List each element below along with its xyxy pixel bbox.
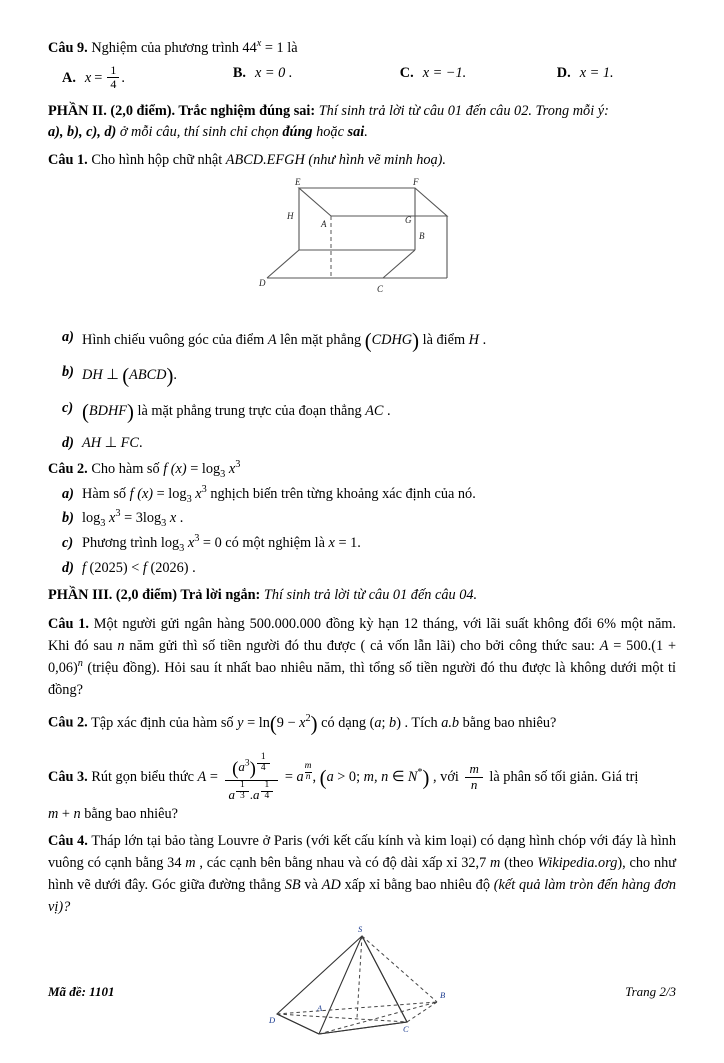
part2-question-2-label: Câu 2. [48,461,88,478]
answer-option-c[interactable] [400,65,557,82]
item-text-a: Hàm số f $(x) = \log_3 x^3$ nghịch biến trên từng khoảng xác định của nó. [82,484,476,505]
part3-question-1 [48,613,676,702]
item-text-a: Hình chiếu vuông góc của điểm A lên mặt phẳng (CDHG) là điểm H . [82,330,487,353]
item-marker-b: b) [62,510,74,527]
part-3-heading-italic: Thí sinh trả lời từ câu 01 đến câu 04. [260,587,478,604]
item-d[interactable] [48,556,676,581]
label-C: C [403,1024,409,1035]
part3-question-1-label: Câu 1. [48,615,89,632]
part-2-heading-line2 [48,122,676,143]
item-text-c: Phương trình $\log_3 x^3 = 0$ có một nghiệm là x = 1. [82,533,361,554]
page-content [48,38,676,1063]
part3-question-2-text: Tập xác định của hàm số $y = \ln(9 - x^2)$ có dạng (a; b) . Tích a.b bằng bao nhiêu? [91,712,557,736]
label-E: E [295,177,301,187]
part-2-heading-italic: Thí sinh trả lời từ câu 01 đến câu 02. Trong mỗi ý: [315,102,609,119]
label-H: H [287,210,294,221]
item-a[interactable] [48,482,676,507]
item-b[interactable] [48,360,676,396]
item-marker-d: d) [62,435,74,452]
question-9-text: Nghiệm của phương trình 4 [91,40,250,56]
part3-question-3-cont [48,803,676,825]
part-2-line2-f: . [364,124,368,141]
answer-d-text: x = 1. [579,64,614,81]
exam-code: Mã đề: 1101 [48,984,115,999]
page-number: Trang 2/3 [625,984,676,999]
item-marker-c: c) [62,534,74,551]
cuboid-figure [48,178,676,321]
part3-question-3-formula: A = $(a^3)$ $^{\frac{1}{4}}$ a $^{\frac{1}{3}}$ .a $^{\frac{1}{4}}$ = a $^{\frac{m}{n}}$ , (a > 0; m, n ∈ N*) , với $\frac{m}{n}$ là phân số tối giản. Giá trị [197,751,639,802]
answer-a-numerator: 1 [110,62,117,77]
answer-key-a: A. [62,69,76,86]
part3-question-3 [48,753,676,803]
part2-question-1-text: Cho hình hộp chữ nhật [91,152,226,169]
label-C: C [377,283,384,294]
answer-option-a[interactable] [48,62,233,92]
part-2-line2-dung: đúng [282,124,313,141]
part2-question-2-text: Cho hàm số f $(x) = \log_3 x^3$ [91,459,241,480]
item-marker-b: b) [62,364,74,381]
cuboid-svg [237,178,487,316]
part3-question-3-label: Câu 3. [48,768,88,785]
label-A: A [317,1003,323,1014]
item-c[interactable] [48,531,676,556]
label-D: D [269,1015,276,1026]
item-a[interactable] [48,325,676,361]
part-2-heading [48,101,676,122]
item-marker-a: a) [62,485,74,502]
answer-option-d[interactable] [557,65,676,82]
formula-fraction: $(a^3)$ $^{\frac{1}{4}}$ a $^{\frac{1}{3}}$ .a $^{\frac{1}{4}}$ [225,753,279,803]
item-text-b: $\log_3 x^3 = 3\log_3$ x . [82,508,184,530]
item-marker-a: a) [62,328,74,345]
question-9-stem: Câu 9. Nghiệm của phương trình $44^x = 1$ là [48,38,298,56]
label-D: D [259,277,266,288]
item-text-d: f (2025) < f (2026) . [82,559,196,576]
answer-a-fraction [107,64,119,91]
item-b[interactable] [48,506,676,531]
label-A: A [321,218,327,229]
label-G: G [405,214,412,225]
part-2-heading-bold: PHẦN II. (2,0 điểm). Trắc nghiệm đúng sai: [48,102,316,119]
answer-key-b: B. [232,64,247,81]
question-9-answers [48,62,676,92]
part2-question-1-stem [48,150,676,171]
part2-question-1-object: ABCD.EFGH [225,152,305,169]
formula-m-over-n: $\frac{m}{n}$ [465,762,482,793]
label-S: S [358,924,363,935]
item-text-c: (BDHF) là mặt phẳng trung trực của đoạn thẳng AC . [82,401,391,424]
part2-question-2-stem [48,459,676,480]
answer-a-denominator: 4 [107,77,119,91]
part3-question-1-text: Một người gửi ngân hàng 500.000.000 đồng kỳ hạn 12 tháng, với lãi suất không đổi 6% một năm. Khi đó sau n năm gửi thì số tiền người đó thu được ( cả vốn lẫn lãi) cho bởi công thức sau: $A = 500.(1 + 0,06)^n$ (triệu đồng). Hỏi sau ít nhất bao nhiêu năm, thì tổng số tiền người đó thu được là không dưới một tỉ đồng? [48,615,677,699]
item-marker-d: d) [62,559,74,576]
part2-question-1-note: (như hình vẽ minh hoạ). [304,152,446,169]
label-F: F [413,177,419,187]
label-B: B [419,230,425,241]
part2-question-2-items [48,482,676,580]
part-3-heading [48,585,676,606]
part3-question-4-text: Tháp lớn tại bảo tàng Louvre ở Paris (với kết cấu kính và kim loại) có dạng hình chóp với đáy là hình vuông có cạnh bằng 34 m , các cạnh bên bằng nhau và có độ dài xấp xỉ 32,7 m (theo Wikipedia.org), cho như hình vẽ dưới đây. Góc giữa đường thẳng SB và AD xấp xỉ bằng bao nhiêu độ (kết quả làm tròn đến hàng đơn vị)? [48,832,677,916]
item-d[interactable] [48,431,676,456]
answer-a-eq: = [94,69,103,86]
answer-c-text: x = −1. [422,64,467,81]
question-9-exponent: x [256,38,262,50]
part-2-items-letters: a), b), c), d) [48,124,117,141]
part3-question-2 [48,708,676,740]
part-3-heading-bold: PHẦN III. (2,0 điểm) Trả lời ngắn: [48,587,261,604]
answer-a-var: x [84,69,92,86]
answer-a-tail: . [121,69,125,86]
item-marker-c: c) [62,399,74,416]
part3-question-4 [48,830,676,919]
answer-b-text: x = 0 . [255,64,293,81]
part3-question-3-text3: m + n bằng bao nhiêu? [48,806,178,823]
item-text-b: DH ⊥ (ABCD). [82,366,177,389]
part-2-line2-b: ở mỗi câu, thí sinh chỉ chọn [116,124,283,141]
answer-option-b[interactable] [233,65,400,82]
answer-key-d: D. [556,64,571,81]
part-2-line2-sai: sai [347,124,365,141]
question-9-label: Câu 9. [48,40,88,56]
part3-question-4-label: Câu 4. [48,832,88,849]
part3-question-3-text1: Rút gọn biểu thức [91,768,198,785]
page-footer [48,984,676,1000]
item-text-d: AH ⊥ FC. [82,435,143,452]
part3-question-2-label: Câu 2. [48,714,88,731]
item-c[interactable] [48,396,676,432]
question-9-text2: = 1 là [261,40,298,56]
part2-question-1-items [48,325,676,457]
label-B: B [440,990,446,1001]
part2-question-1-label: Câu 1. [48,152,88,169]
answer-key-c: C. [399,64,414,81]
part-2-line2-d: hoặc [312,124,348,141]
